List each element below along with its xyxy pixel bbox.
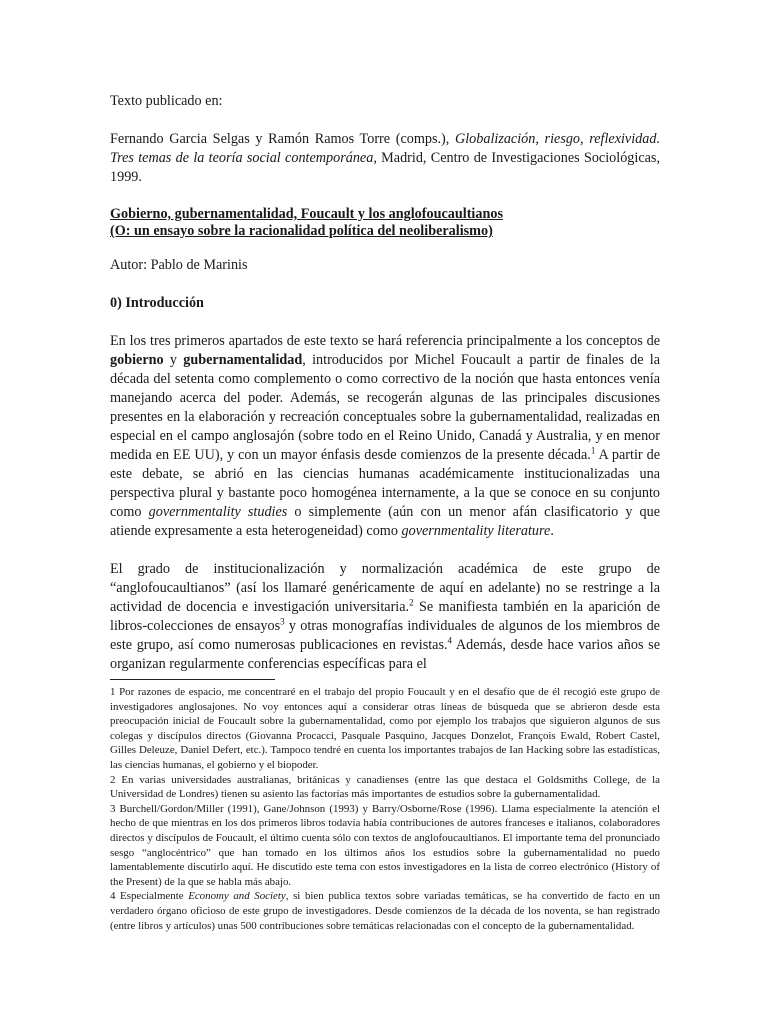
footnote-ref-2[interactable]: 2 [409, 597, 414, 608]
p2-text-4: Además, desde hace varios años se organizan regularmente conferencias específicas para el [110, 637, 660, 672]
paragraph-1 [110, 332, 660, 541]
citation [110, 130, 660, 187]
document-title [110, 206, 660, 240]
fn4-text-a: 4 Especialmente [110, 890, 189, 903]
p2-text-2: Se manifiesta también en la aparición de libros-colecciones de ensayos [110, 599, 661, 634]
title-line-1: Gobierno, gubernamentalidad, Foucault y los anglofoucaultianos [110, 206, 503, 222]
footnote-1: 1 Por razones de espacio, me concentraré en el trabajo del propio Foucault y en el desafío que de él recogió este grupo de investigadores anglosajones. No voy entonces aquí a considerar otras líneas de búsqueda que se abrieron desde esta preocupación inicial de Foucault sobre la gubernamentalidad, como por ejemplo los trabajos que siguieron algunos de sus colegas y discípulos directos (Giovanna Procacci, Pasquale Pasquino, Jacques Donzelot, François Ewald, Robert Castel, Gilles Deleuze, Daniel Defert, etc.). Tampoco tendré en cuenta los importantes trabajos de Ian Hacking sobre las estadísticas, las ciencias humanas, el gobierno y el biopoder. [110, 686, 660, 771]
title-line-2: (O: un ensayo sobre la racionalidad política del neoliberalismo) [110, 223, 493, 239]
p1-text-3: , introducidos por Michel Foucault a partir de finales de la década del setenta como complemento o como correctivo de la noción que hasta entonces venía manejando acerca del poder. Además, se recogerán algunas de las principales discusiones presentes en la elaboración y recreación conceptuales sobre la gubernamentalidad, realizadas en especial en el campo anglosajón (sobre todo en el Reino Unido, Canadá y Australia, y en menor medida en EE UU), y con un mayor énfasis desde comienzos de la presente década. [110, 352, 660, 463]
p1-text-6: . [550, 523, 554, 539]
term-governmentality-studies: governmentality studies [148, 504, 288, 520]
footnote-ref-1[interactable]: 1 [590, 445, 596, 456]
citation-publisher: , Madrid, Centro de Investigaciones Sociológicas, 1999. [110, 150, 660, 185]
footnote-ref-4[interactable]: 4 [447, 635, 453, 646]
author-line: Autor: Pablo de Marinis [110, 257, 248, 273]
fn4-journal: Economy and Society [188, 890, 286, 903]
footnote-4 [110, 889, 660, 933]
footnote-3: 3 Burchell/Gordon/Miller (1991), Gane/Johnson (1993) y Barry/Osborne/Rose (1996). Llama especialmente la atención el hecho de que mientras en los dos primeros libros todavía había contribuciones de autores franceses e italianos, colaboradores directos y discípulos de Foucault, el último cuenta sólo con textos de anglofoucaultianos. El importante tema del pronunciado sesgo “anglocéntrico” que han tomado en los últimos años los estudios sobre la gubernamentalidad no puedo lamentablemente discutirlo aquí. He discutido este tema con estos investigadores en la lista de correo electrónico (History of the Present) de la que se habla más abajo. [110, 802, 660, 888]
footnote-ref-3[interactable]: 3 [280, 616, 285, 627]
main-text [110, 92, 660, 674]
p1-text-4: A partir de este debate, se abrió en las ciencias humanas académicamente institucionalizadas una perspectiva plural y bastante poco homogénea internamente, a la que se conoce en su conjunto como [110, 447, 660, 520]
section-heading: 0) Introducción [110, 295, 204, 311]
term-governmentality-literature: governmentality literature [401, 523, 551, 539]
publication-label: Texto publicado en: [110, 93, 223, 109]
term-gobierno: gobierno [110, 352, 164, 368]
footnote-separator [110, 679, 275, 680]
p1-text-2: y [163, 352, 184, 368]
citation-authors: Fernando Garcia Selgas y Ramón Ramos Torre (comps.), [110, 131, 455, 147]
citation-book-title: Globalización, riesgo, reflexividad. Tres temas de la teoría social contemporánea [110, 131, 661, 166]
fn4-text-b: , si bien publica textos sobre variadas temáticas, se ha convertido de facto en un verdadero órgano oficioso de este grupo de investigadores. Desde comienzos de la década de los noventa, se han registrado (entre libros y artículos) unas 500 contribuciones sobre temáticas relacionadas con el concepto de la gubernamentalidad. [110, 890, 661, 932]
p2-text-1: El grado de institucionalización y normalización académica de este grupo de “anglofoucaultianos” (así los llamaré genéricamente de aquí en adelante) no se restringe a la actividad de docencia e investigación universitaria. [110, 561, 660, 615]
p1-text-5: o simplemente (aún con un menor afán clasificatorio y que atiende expresamente a esta heterogeneidad) como [110, 504, 661, 539]
term-gubernamentalidad: gubernamentalidad [183, 352, 303, 368]
p2-text-3: y otras monografías individuales de algunos de los miembros de este grupo, así como numerosas publicaciones en revistas. [110, 618, 660, 653]
footnote-2: 2 En varias universidades australianas, británicas y canadienses (entre las que destaca el Goldsmiths College, de la Universidad de Londres) tienen su asiento las factorías más importantes de estudios sobre la gubernamentalidad. [110, 773, 660, 801]
p1-text-1: En los tres primeros apartados de este texto se hará referencia principalmente a los conceptos de [110, 333, 660, 349]
paragraph-2 [110, 560, 660, 674]
footnotes [110, 685, 660, 933]
